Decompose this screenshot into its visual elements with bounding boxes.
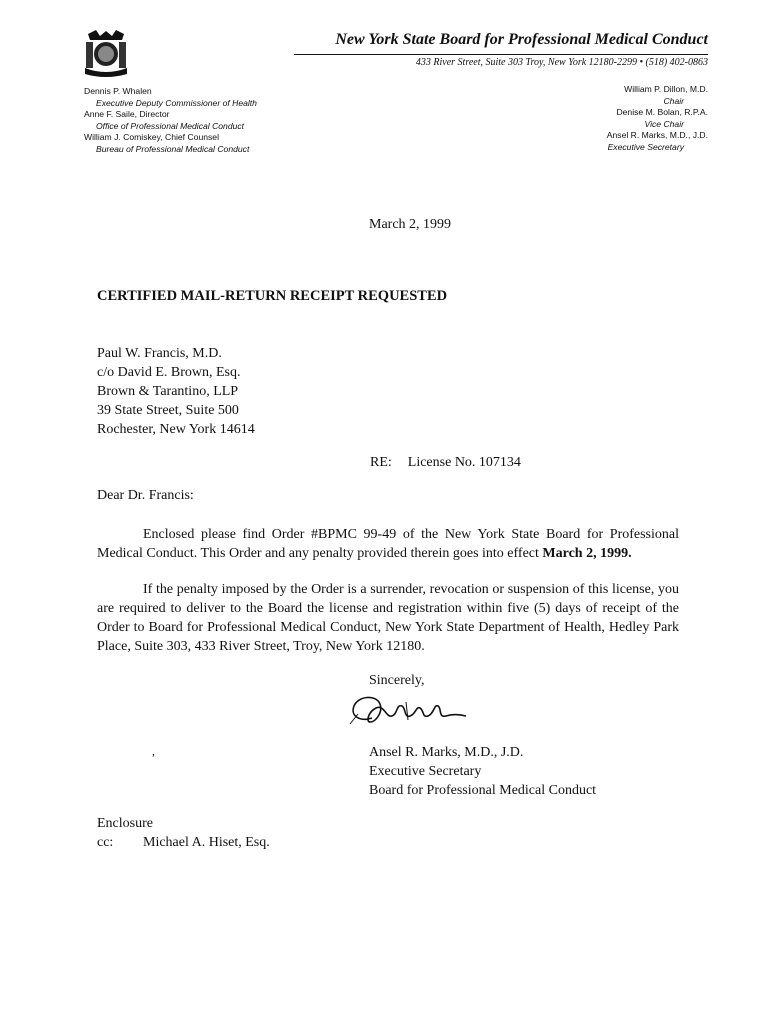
- staff-name: Dennis P. Whalen: [84, 86, 152, 96]
- staff-list-left: [84, 86, 324, 156]
- staff-role: Chair: [663, 95, 684, 106]
- paragraph-text: If the penalty imposed by the Order is a surrender, revocation or suspension of this license, you are required to deliver to the Board the license and registration within five (5) days of receipt of the Order to Board for Professional Medical Conduct, New York State Department of Health, Hedley Park Place, Suite 303, 433 River Street, Troy, New York 12180.: [97, 582, 679, 654]
- staff-name: Anne F. Saile, Director: [84, 109, 170, 120]
- address-line: 39 State Street, Suite 500: [97, 403, 239, 418]
- staff-name: William P. Dillon, M.D.: [624, 84, 708, 94]
- cc-recipient: Michael A. Hiset, Esq.: [143, 835, 270, 850]
- staff-role: Executive Secretary: [607, 141, 684, 152]
- staff-role: Executive Deputy Commissioner of Health: [96, 97, 257, 108]
- address-line: Brown & Tarantino, LLP: [97, 384, 239, 399]
- certified-mail-heading: CERTIFIED MAIL-RETURN RECEIPT REQUESTED: [97, 288, 448, 304]
- staff-role: Office of Professional Medical Conduct: [96, 120, 245, 131]
- paragraph-order: [97, 525, 679, 563]
- paragraph-text: Enclosed please find Order #BPMC 99-49 of the New York State Board for Professional Medical Conduct. This Order and any penalty provided therein goes into effect: [97, 527, 679, 561]
- closing: Sincerely,: [369, 673, 425, 688]
- letter-date: March 2, 1999: [369, 217, 452, 232]
- signer-block: [369, 743, 596, 800]
- cc-line: [97, 833, 270, 852]
- re-label: RE:: [370, 455, 392, 470]
- license-number: License No. 107134: [407, 455, 521, 470]
- effective-date: March 2, 1999.: [542, 546, 632, 561]
- paragraph-penalty: [97, 580, 679, 656]
- cc-label: cc:: [97, 835, 114, 850]
- enclosure-block: [97, 814, 270, 852]
- salutation: Dear Dr. Francis:: [97, 488, 194, 503]
- enclosure-label: Enclosure: [97, 816, 153, 831]
- staff-name: William J. Comiskey, Chief Counsel: [84, 132, 219, 143]
- recipient-address: [97, 344, 255, 439]
- signature-icon: [346, 688, 476, 736]
- address-line: Rochester, New York 14614: [97, 422, 255, 437]
- re-line: [370, 455, 521, 471]
- address-line: c/o David E. Brown, Esq.: [97, 365, 241, 380]
- state-seal-icon: [82, 28, 130, 80]
- signer-title: Executive Secretary: [369, 764, 482, 779]
- staff-name: Denise M. Bolan, R.P.A.: [616, 107, 708, 118]
- letterhead-address: 433 River Street, Suite 303 Troy, New York 12180-2299 • (518) 402-0863: [415, 57, 708, 68]
- letterhead-rule: [294, 54, 708, 55]
- signer-organization: Board for Professional Medical Conduct: [369, 783, 597, 798]
- staff-list-right: [470, 84, 708, 154]
- signer-name: Ansel R. Marks, M.D., J.D.: [369, 745, 524, 760]
- staff-role: Bureau of Professional Medical Conduct: [96, 143, 250, 154]
- address-line: Paul W. Francis, M.D.: [97, 346, 222, 361]
- staff-role: Vice Chair: [644, 118, 684, 129]
- staff-name: Ansel R. Marks, M.D., J.D.: [606, 130, 708, 141]
- letterhead-title: New York State Board for Professional Medical Conduct: [335, 31, 708, 48]
- stray-mark: ,: [152, 744, 155, 758]
